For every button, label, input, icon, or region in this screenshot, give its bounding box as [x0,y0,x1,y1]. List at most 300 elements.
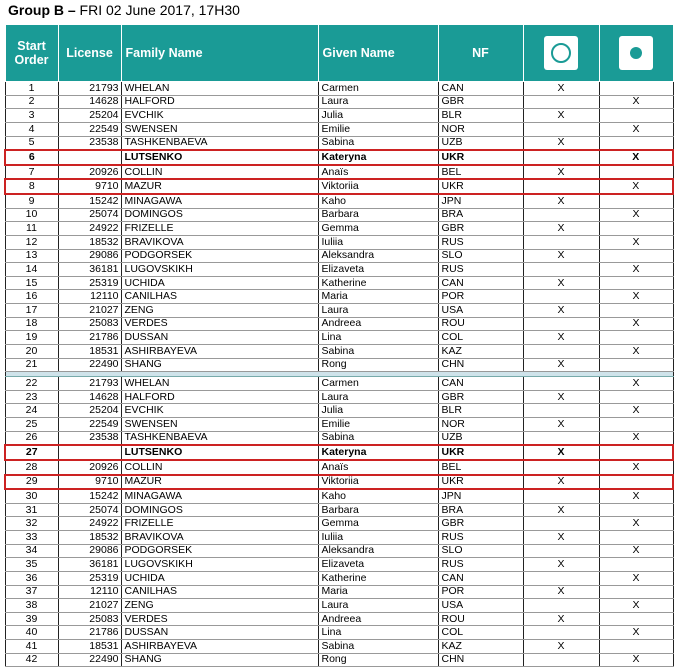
start-order-cell: 32 [5,517,58,531]
nf-cell: SLO [438,249,523,263]
nf-cell: BEL [438,165,523,180]
table-row [5,612,673,626]
filled-circle-mark-cell: X [599,517,673,531]
start-order-cell: 11 [5,222,58,236]
filled-circle-mark-cell: X [599,489,673,503]
nf-cell: POR [438,290,523,304]
nf-cell: RUS [438,235,523,249]
family-name-cell: FRIZELLE [121,222,318,236]
given-name-cell: Elizaveta [318,263,438,277]
start-order-cell: 2 [5,95,58,109]
nf-cell: UKR [438,150,523,165]
filled-circle-mark-cell [599,358,673,372]
open-circle-mark-cell [523,489,599,503]
table-row [5,179,673,194]
filled-circle-mark-cell [599,165,673,180]
given-name-cell: Andreea [318,317,438,331]
start-order-cell: 24 [5,404,58,418]
family-name-cell: TASHKENBAEVA [121,431,318,445]
license-cell: 21027 [58,304,121,318]
given-name-cell: Kaho [318,489,438,503]
start-order-cell: 34 [5,544,58,558]
nf-cell: GBR [438,95,523,109]
col-license: License [58,25,121,82]
given-name-cell: Gemma [318,517,438,531]
license-cell: 14628 [58,95,121,109]
table-row [5,571,673,585]
given-name-cell: Lina [318,331,438,345]
table-row [5,109,673,123]
license-cell: 29086 [58,544,121,558]
table-row [5,82,673,96]
given-name-cell: Julia [318,109,438,123]
filled-circle-mark-cell [599,475,673,490]
nf-cell: GBR [438,517,523,531]
nf-cell: USA [438,599,523,613]
filled-circle-mark-cell [599,445,673,460]
table-row [5,626,673,640]
table-row [5,517,673,531]
given-name-cell: Maria [318,290,438,304]
table-row [5,475,673,490]
nf-cell: ROU [438,612,523,626]
open-circle-mark-cell: X [523,109,599,123]
start-order-cell: 36 [5,571,58,585]
family-name-cell: ZENG [121,304,318,318]
given-name-cell: Rong [318,358,438,372]
nf-cell: JPN [438,194,523,208]
filled-circle-mark-cell [599,558,673,572]
given-name-cell: Maria [318,585,438,599]
table-row [5,558,673,572]
open-circle-mark-cell: X [523,331,599,345]
license-cell: 14628 [58,390,121,404]
table-row [5,460,673,475]
family-name-cell: MINAGAWA [121,194,318,208]
family-name-cell: DOMINGOS [121,503,318,517]
filled-circle-mark-cell: X [599,95,673,109]
license-cell [58,445,121,460]
open-circle-mark-cell: X [523,194,599,208]
table-row [5,150,673,165]
filled-circle-mark-cell: X [599,544,673,558]
open-circle-mark-cell: X [523,136,599,150]
family-name-cell: TASHKENBAEVA [121,136,318,150]
license-cell: 25074 [58,208,121,222]
table-row [5,585,673,599]
nf-cell: CAN [438,377,523,391]
license-cell: 25083 [58,612,121,626]
given-name-cell: Kateryna [318,445,438,460]
given-name-cell: Aleksandra [318,249,438,263]
session-label: FRI 02 June 2017, 17H30 [75,2,240,18]
filled-circle-mark-cell: X [599,599,673,613]
table-row [5,276,673,290]
nf-cell: CAN [438,571,523,585]
open-circle-mark-cell: X [523,222,599,236]
family-name-cell: UCHIDA [121,571,318,585]
family-name-cell: LUGOVSKIKH [121,263,318,277]
given-name-cell: Sabina [318,344,438,358]
table-body [5,82,673,667]
nf-cell: USA [438,304,523,318]
license-cell: 21786 [58,331,121,345]
nf-cell: UZB [438,431,523,445]
family-name-cell: LUTSENKO [121,150,318,165]
open-circle-mark-cell: X [523,418,599,432]
filled-circle-mark-cell [599,640,673,654]
start-order-cell: 22 [5,377,58,391]
table-row [5,599,673,613]
start-order-cell: 4 [5,122,58,136]
family-name-cell: MAZUR [121,475,318,490]
license-cell: 36181 [58,558,121,572]
license-cell: 18532 [58,531,121,545]
family-name-cell: LUTSENKO [121,445,318,460]
nf-cell: UKR [438,445,523,460]
table-row [5,653,673,667]
given-name-cell: Rong [318,653,438,667]
table-row [5,640,673,654]
family-name-cell: VERDES [121,317,318,331]
license-cell: 25083 [58,317,121,331]
license-cell: 25204 [58,109,121,123]
table-row [5,418,673,432]
start-order-table [4,24,674,667]
open-circle-mark-cell: X [523,358,599,372]
family-name-cell: SHANG [121,358,318,372]
license-cell [58,150,121,165]
filled-circle-mark-cell: X [599,431,673,445]
start-order-cell: 35 [5,558,58,572]
open-circle-mark-cell: X [523,640,599,654]
filled-circle-mark-cell: X [599,235,673,249]
start-order-cell: 37 [5,585,58,599]
table-row [5,344,673,358]
given-name-cell: Carmen [318,377,438,391]
license-cell: 29086 [58,249,121,263]
table-row [5,390,673,404]
filled-circle-mark-cell: X [599,317,673,331]
table-row [5,431,673,445]
open-circle-mark-cell: X [523,165,599,180]
open-circle-mark-cell [523,571,599,585]
open-circle-mark-cell [523,208,599,222]
open-circle-mark-cell: X [523,249,599,263]
family-name-cell: LUGOVSKIKH [121,558,318,572]
open-circle-mark-cell [523,404,599,418]
filled-circle-mark-cell: X [599,290,673,304]
table-row [5,377,673,391]
family-name-cell: DOMINGOS [121,208,318,222]
start-order-cell: 8 [5,179,58,194]
open-circle-mark-cell: X [523,503,599,517]
nf-cell: UKR [438,179,523,194]
filled-circle-mark-cell: X [599,208,673,222]
table-row [5,235,673,249]
license-cell: 25319 [58,571,121,585]
open-circle-mark-cell [523,377,599,391]
filled-circle-mark-cell [599,585,673,599]
filled-circle-mark-cell: X [599,122,673,136]
given-name-cell: Sabina [318,431,438,445]
nf-cell: UKR [438,475,523,490]
nf-cell: JPN [438,489,523,503]
nf-cell: NOR [438,122,523,136]
filled-circle-mark-cell: X [599,626,673,640]
given-name-cell: Laura [318,95,438,109]
open-circle-mark-cell: X [523,585,599,599]
family-name-cell: VERDES [121,612,318,626]
nf-cell: KAZ [438,344,523,358]
start-order-cell: 40 [5,626,58,640]
license-cell: 21793 [58,377,121,391]
start-order-cell: 23 [5,390,58,404]
open-circle-mark-cell [523,517,599,531]
filled-circle-mark-cell: X [599,377,673,391]
open-circle-mark-cell [523,179,599,194]
filled-circle-mark-cell [599,612,673,626]
family-name-cell: MINAGAWA [121,489,318,503]
nf-cell: CAN [438,276,523,290]
license-cell: 15242 [58,194,121,208]
start-order-cell: 30 [5,489,58,503]
nf-cell: GBR [438,390,523,404]
given-name-cell: Iuliia [318,531,438,545]
filled-circle-mark-cell: X [599,179,673,194]
family-name-cell: SWENSEN [121,418,318,432]
given-name-cell: Viktoriia [318,475,438,490]
start-order-cell: 3 [5,109,58,123]
filled-circle-mark-cell: X [599,571,673,585]
license-cell: 22549 [58,122,121,136]
open-circle-mark-cell: X [523,390,599,404]
start-order-cell: 27 [5,445,58,460]
filled-circle-mark-cell [599,136,673,150]
license-cell: 18531 [58,640,121,654]
start-order-cell: 29 [5,475,58,490]
open-circle-icon [544,36,578,70]
start-order-cell: 41 [5,640,58,654]
given-name-cell: Barbara [318,503,438,517]
table-row [5,358,673,372]
open-circle-mark-cell [523,95,599,109]
family-name-cell: CANILHAS [121,585,318,599]
given-name-cell: Aleksandra [318,544,438,558]
license-cell: 23538 [58,431,121,445]
start-order-cell: 33 [5,531,58,545]
license-cell: 25074 [58,503,121,517]
nf-cell: BRA [438,208,523,222]
license-cell: 22549 [58,418,121,432]
table-row [5,263,673,277]
open-circle-mark-cell: X [523,531,599,545]
start-order-cell: 28 [5,460,58,475]
col-family-name: Family Name [121,25,318,82]
family-name-cell: WHELAN [121,377,318,391]
license-cell: 21786 [58,626,121,640]
filled-circle-mark-cell: X [599,263,673,277]
license-cell: 15242 [58,489,121,503]
family-name-cell: WHELAN [121,82,318,96]
nf-cell: UZB [438,136,523,150]
filled-circle-mark-cell [599,304,673,318]
filled-circle-icon [619,36,653,70]
nf-cell: GBR [438,222,523,236]
table-row [5,222,673,236]
table-header-row [5,25,673,82]
family-name-cell: MAZUR [121,179,318,194]
filled-circle-mark-cell [599,531,673,545]
nf-cell: NOR [438,418,523,432]
open-circle-mark-cell: X [523,445,599,460]
family-name-cell: SWENSEN [121,122,318,136]
family-name-cell: ASHIRBAYEVA [121,640,318,654]
table-row [5,503,673,517]
family-name-cell: HALFORD [121,95,318,109]
start-order-cell: 9 [5,194,58,208]
license-cell: 36181 [58,263,121,277]
given-name-cell: Viktoriia [318,179,438,194]
col-open-circle [523,25,599,82]
open-circle-mark-cell: X [523,612,599,626]
filled-circle-mark-cell [599,82,673,96]
nf-cell: RUS [438,531,523,545]
nf-cell: KAZ [438,640,523,654]
open-circle-mark-cell [523,150,599,165]
start-order-cell: 39 [5,612,58,626]
table-row [5,304,673,318]
given-name-cell: Elizaveta [318,558,438,572]
license-cell: 12110 [58,290,121,304]
open-circle-mark-cell [523,317,599,331]
table-row [5,122,673,136]
given-name-cell: Carmen [318,82,438,96]
open-circle-mark-cell: X [523,82,599,96]
open-circle-mark-cell: X [523,475,599,490]
family-name-cell: EVCHIK [121,404,318,418]
start-order-cell: 14 [5,263,58,277]
start-order-cell: 12 [5,235,58,249]
filled-circle-mark-cell [599,503,673,517]
filled-circle-mark-cell: X [599,653,673,667]
license-cell: 25204 [58,404,121,418]
nf-cell: CHN [438,653,523,667]
open-circle-mark-cell: X [523,558,599,572]
given-name-cell: Sabina [318,136,438,150]
filled-circle-mark-cell [599,276,673,290]
start-order-cell: 1 [5,82,58,96]
open-circle-mark-cell [523,653,599,667]
table-row [5,404,673,418]
filled-circle-mark-cell [599,390,673,404]
start-order-cell: 25 [5,418,58,432]
filled-circle-mark-cell: X [599,344,673,358]
filled-circle-mark-cell [599,249,673,263]
filled-circle-mark-cell [599,222,673,236]
family-name-cell: SHANG [121,653,318,667]
nf-cell: BLR [438,404,523,418]
start-order-cell: 16 [5,290,58,304]
given-name-cell: Kaho [318,194,438,208]
table-row [5,445,673,460]
given-name-cell: Kateryna [318,150,438,165]
family-name-cell: EVCHIK [121,109,318,123]
col-filled-circle [599,25,673,82]
open-circle-mark-cell [523,290,599,304]
license-cell: 18532 [58,235,121,249]
start-order-cell: 42 [5,653,58,667]
group-label: Group B – [8,2,76,18]
given-name-cell: Lina [318,626,438,640]
given-name-cell: Barbara [318,208,438,222]
given-name-cell: Katherine [318,276,438,290]
license-cell: 21793 [58,82,121,96]
start-order-cell: 6 [5,150,58,165]
nf-cell: RUS [438,263,523,277]
start-order-table-wrapper [4,24,674,667]
filled-circle-mark-cell [599,109,673,123]
table-row [5,136,673,150]
nf-cell: POR [438,585,523,599]
start-order-cell: 18 [5,317,58,331]
family-name-cell: ZENG [121,599,318,613]
given-name-cell: Emilie [318,418,438,432]
filled-circle-mark-cell [599,331,673,345]
nf-cell: CAN [438,82,523,96]
family-name-cell: COLLIN [121,165,318,180]
open-circle-mark-cell: X [523,304,599,318]
table-row [5,489,673,503]
filled-circle-mark-cell [599,194,673,208]
license-cell: 22490 [58,358,121,372]
given-name-cell: Sabina [318,640,438,654]
filled-circle-mark-cell: X [599,460,673,475]
start-order-cell: 19 [5,331,58,345]
license-cell: 22490 [58,653,121,667]
open-circle-mark-cell [523,263,599,277]
family-name-cell: HALFORD [121,390,318,404]
given-name-cell: Laura [318,390,438,404]
given-name-cell: Laura [318,304,438,318]
given-name-cell: Anaïs [318,165,438,180]
family-name-cell: CANILHAS [121,290,318,304]
given-name-cell: Katherine [318,571,438,585]
start-order-cell: 7 [5,165,58,180]
license-cell: 21027 [58,599,121,613]
family-name-cell: PODGORSEK [121,249,318,263]
license-cell: 9710 [58,475,121,490]
given-name-cell: Laura [318,599,438,613]
nf-cell: RUS [438,558,523,572]
open-circle-mark-cell [523,626,599,640]
table-row [5,331,673,345]
open-circle-mark-cell [523,544,599,558]
nf-cell: COL [438,626,523,640]
given-name-cell: Emilie [318,122,438,136]
nf-cell: CHN [438,358,523,372]
nf-cell: BLR [438,109,523,123]
table-row [5,194,673,208]
start-order-cell: 31 [5,503,58,517]
nf-cell: BRA [438,503,523,517]
table-row [5,208,673,222]
table-row [5,249,673,263]
table-row [5,95,673,109]
filled-circle-mark-cell: X [599,150,673,165]
start-order-cell: 17 [5,304,58,318]
col-start-order: Start Order [5,25,58,82]
